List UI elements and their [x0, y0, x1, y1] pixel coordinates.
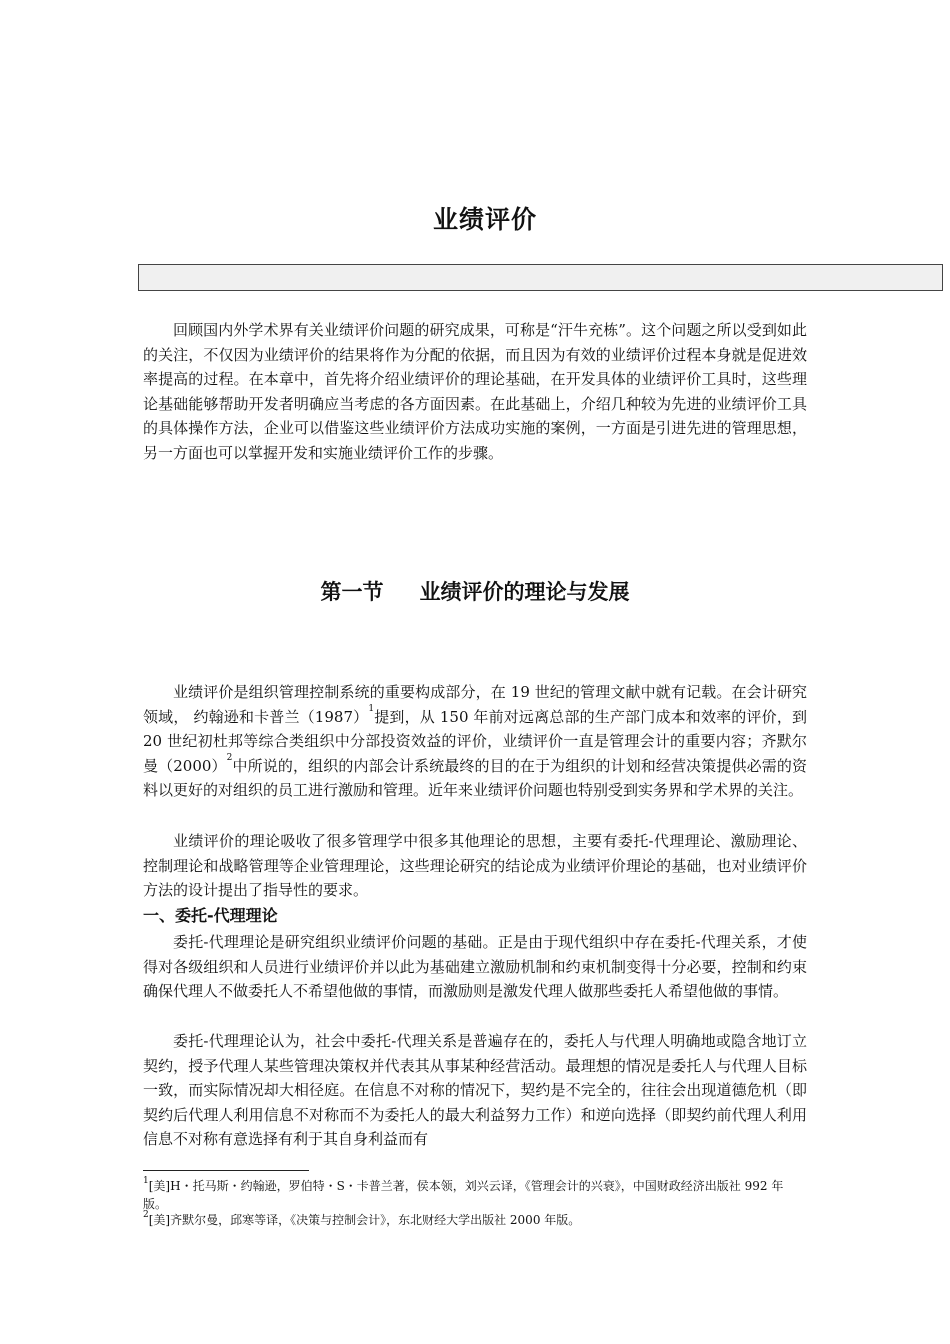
footnote-1-text: [美]H・托马斯・约翰逊，罗伯特・S・卡普兰著，侯本领，刘兴云译，《管理会计的兴衰》，中国财政经济出版社 992 年版。 [143, 1179, 784, 1211]
section-number: 第一节 [320, 580, 384, 604]
title-banner-box [138, 264, 943, 291]
footnote-2 [143, 1211, 807, 1229]
footnote-mark-1: 1 [143, 1176, 149, 1186]
intro-paragraph: 回顾国内外学术界有关业绩评价问题的研究成果，可称是“汗牛充栋”。这个问题之所以受到如此的关注，不仅因为业绩评价的结果将作为分配的依据，而且因为有效的业绩评价过程本身就是促进效率提高的过程。在本章中，首先将介绍业绩评价的理论基础，在开发具体的业绩评价工具时，这些理论基础能够帮助开发者明确应当考虑的各方面因素。在此基础上，介绍几种较为先进的业绩评价工具的具体操作方法，企业可以借鉴这些业绩评价方法成功实施的案例，一方面是引进先进的管理思想，另一方面也可以掌握开发和实施业绩评价工作的步骤。 [143, 321, 807, 462]
footnote-divider [143, 1170, 309, 1171]
footnote-1 [143, 1177, 807, 1213]
body-paragraph-4: 委托-代理理论认为，社会中委托-代理关系是普遍存在的，委托人与代理人明确地或隐含地订立契约，授予代理人某些管理决策权并代表其从事某种经营活动。最理想的情况是委托人与代理人目标一致，而实际情况却大相径庭。在信息不对称的情况下，契约是不完全的，往往会出现道德危机（即契约后代理人利用信息不对称而不为委托人的最大利益努力工作）和逆向选择（即契约前代理人利用信息不对称有意选择有利于其自身利益而有 [143, 1032, 807, 1149]
footnote-mark-2: 2 [143, 1210, 149, 1220]
footnote-ref-1: 1 [368, 703, 375, 714]
section-title: 业绩评价的理论与发展 [419, 580, 630, 604]
paragraph-1-text-a: 业绩评价是组织管理控制系统的重要构成部分，在 19 世纪的管理文献中就有记载。在会计研究领域， 约翰逊和卡普兰（1987） [143, 683, 807, 726]
section-heading [0, 576, 950, 606]
body-paragraph-1 [143, 680, 807, 803]
footnote-ref-2: 2 [226, 752, 233, 763]
subsection-heading: 一、委托-代理理论 [143, 906, 278, 925]
paragraph-1-text-c: 中所说的，组织的内部会计系统最终的目的在于为组织的计划和经营决策提供必需的资料以更好的对组织的员工进行激励和管理。近年来业绩评价问题也特别受到实务界和学术界的关注。 [143, 756, 807, 800]
body-paragraph-2: 业绩评价的理论吸收了很多管理学中很多其他理论的思想，主要有委托-代理理论、激励理论、控制理论和战略管理等企业管理理论，这些理论研究的结论成为业绩评价理论的基础，也对业绩评价方法的设计提出了指导性的要求。 [143, 832, 807, 900]
document-title: 业绩评价 [432, 205, 537, 234]
body-paragraph-3: 委托-代理理论是研究组织业绩评价问题的基础。正是由于现代组织中存在委托-代理关系，才使得对各级组织和人员进行业绩评价并以此为基础建立激励机制和约束机制变得十分必要，控制和约束确保代理人不做委托人不希望他做的事情，而激励则是激发代理人做那些委托人希望他做的事情。 [143, 933, 807, 1001]
paragraph-1-text-b: 提到，从 150 年前对远离总部的生产部门成本和效率的评价，到 20 世纪初杜邦等综合类组织中分部投资效益的评价，业绩评价一直是管理会计的重要内容；齐默尔曼（2000） [143, 707, 807, 775]
footnote-2-text: [美]齐默尔曼，邱寒等译，《决策与控制会计》，东北财经大学出版社 2000 年版。 [148, 1213, 581, 1227]
